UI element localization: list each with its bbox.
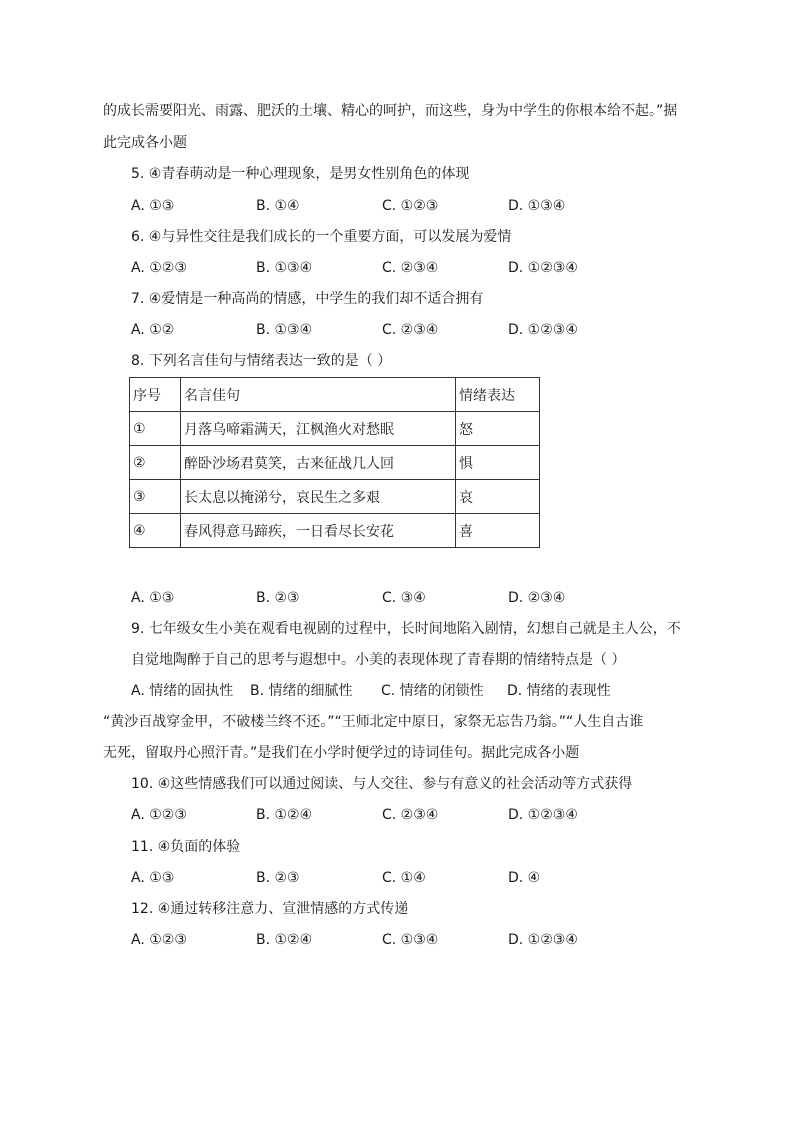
question-7: 7. ④爱情是一种高尚的情感，中学生的我们却不适合拥有 [131, 291, 484, 307]
table-row [130, 446, 540, 480]
option-b: B. ②③ [256, 870, 300, 886]
question-6-options [131, 258, 651, 278]
option-b: B. ①②④ [256, 932, 313, 948]
option-c: C. ③④ [382, 590, 426, 606]
option-d: D. ①②③④ [508, 322, 578, 338]
option-d: D. ①②③④ [508, 260, 578, 276]
table-row [130, 514, 540, 548]
option-b: B. 情绪的细腻性 [250, 683, 353, 699]
option-d: D. ④ [508, 870, 541, 886]
stem-2-line-2: 无死，留取丹心照汗青。”是我们在小学时便学过的诗词佳句。据此完成各小题 [103, 745, 580, 761]
cell-quote: 长太息以掩涕兮，哀民生之多艰 [181, 480, 456, 514]
option-a: A. ①③ [131, 198, 175, 214]
question-10: 10. ④这些情感我们可以通过阅读、与人交往、参与有意义的社会活动等方式获得 [131, 776, 633, 792]
option-c: C. ②③④ [382, 807, 439, 823]
header-quote: 名言佳句 [181, 378, 456, 412]
cell-emotion: 惧 [456, 446, 540, 480]
question-10-options [131, 805, 651, 825]
option-b: B. ①③④ [256, 260, 313, 276]
option-d: D. 情绪的表现性 [507, 683, 611, 699]
option-a: A. ①② [131, 322, 175, 338]
option-c: C. ②③④ [382, 322, 439, 338]
option-c: C. ①②③ [382, 198, 439, 214]
question-12-options [131, 930, 651, 950]
option-d: D. ①②③④ [508, 807, 578, 823]
option-d: D. ①③④ [508, 198, 566, 214]
header-index: 序号 [130, 378, 181, 412]
option-c: C. ①④ [382, 870, 426, 886]
cell-quote: 月落乌啼霜满天，江枫渔火对愁眠 [181, 412, 456, 446]
intro-line-1: 的成长需要阳光、雨露、肥沃的土壤、精心的呵护，而这些，身为中学生的你根本给不起。”据 [103, 103, 678, 119]
option-b: B. ②③ [256, 590, 300, 606]
question-11: 11. ④负面的体验 [131, 839, 241, 855]
option-a: A. ①②③ [131, 932, 187, 948]
option-b: B. ①④ [256, 198, 300, 214]
cell-quote: 醉卧沙场君莫笑，古来征战几人回 [181, 446, 456, 480]
question-5-options [131, 196, 651, 216]
question-12: 12. ④通过转移注意力、宣泄情感的方式传递 [131, 901, 409, 917]
option-c: C. ②③④ [382, 260, 439, 276]
cell-index: ② [130, 446, 181, 480]
cell-index: ④ [130, 514, 181, 548]
option-a: A. ①③ [131, 590, 175, 606]
header-emotion: 情绪表达 [456, 378, 540, 412]
option-c: C. 情绪的闭锁性 [381, 683, 484, 699]
cell-emotion: 喜 [456, 514, 540, 548]
cell-index: ③ [130, 480, 181, 514]
cell-emotion: 怒 [456, 412, 540, 446]
question-9-options [131, 681, 651, 701]
question-11-options [131, 868, 651, 888]
option-a: A. 情绪的固执性 [131, 683, 234, 699]
question-6: 6. ④与异性交往是我们成长的一个重要方面，可以发展为爱情 [131, 229, 512, 245]
stem-2-line-1: “黄沙百战穿金甲，不破楼兰终不还。”“王师北定中原日，家祭无忘告乃翁。”“人生自古谁 [103, 714, 644, 730]
question-8: 8. 下列名言佳句与情绪表达一致的是（ ） [131, 353, 392, 369]
option-b: B. ①②④ [256, 807, 313, 823]
cell-quote: 春风得意马蹄疾，一日看尽长安花 [181, 514, 456, 548]
table-header-row [130, 378, 540, 412]
option-d: D. ①②③④ [508, 932, 578, 948]
intro-line-2: 此完成各小题 [103, 135, 187, 151]
option-a: A. ①③ [131, 870, 175, 886]
option-c: C. ①③④ [382, 932, 439, 948]
question-9-line-2: 自觉地陶醉于自己的思考与遐想中。小美的表现体现了青春期的情绪特点是（ ） [131, 652, 626, 668]
cell-index: ① [130, 412, 181, 446]
quotes-emotion-table [129, 377, 540, 548]
table-row [130, 412, 540, 446]
option-b: B. ①③④ [256, 322, 313, 338]
question-5: 5. ④青春萌动是一种心理现象，是男女性别角色的体现 [131, 166, 470, 182]
question-9-line-1: 9. 七年级女生小美在观看电视剧的过程中，长时间地陷入剧情，幻想自己就是主人公，不 [131, 621, 681, 637]
option-d: D. ②③④ [508, 590, 566, 606]
option-a: A. ①②③ [131, 807, 187, 823]
cell-emotion: 哀 [456, 480, 540, 514]
table-row [130, 480, 540, 514]
question-7-options [131, 320, 651, 340]
question-8-options [131, 588, 651, 608]
option-a: A. ①②③ [131, 260, 187, 276]
